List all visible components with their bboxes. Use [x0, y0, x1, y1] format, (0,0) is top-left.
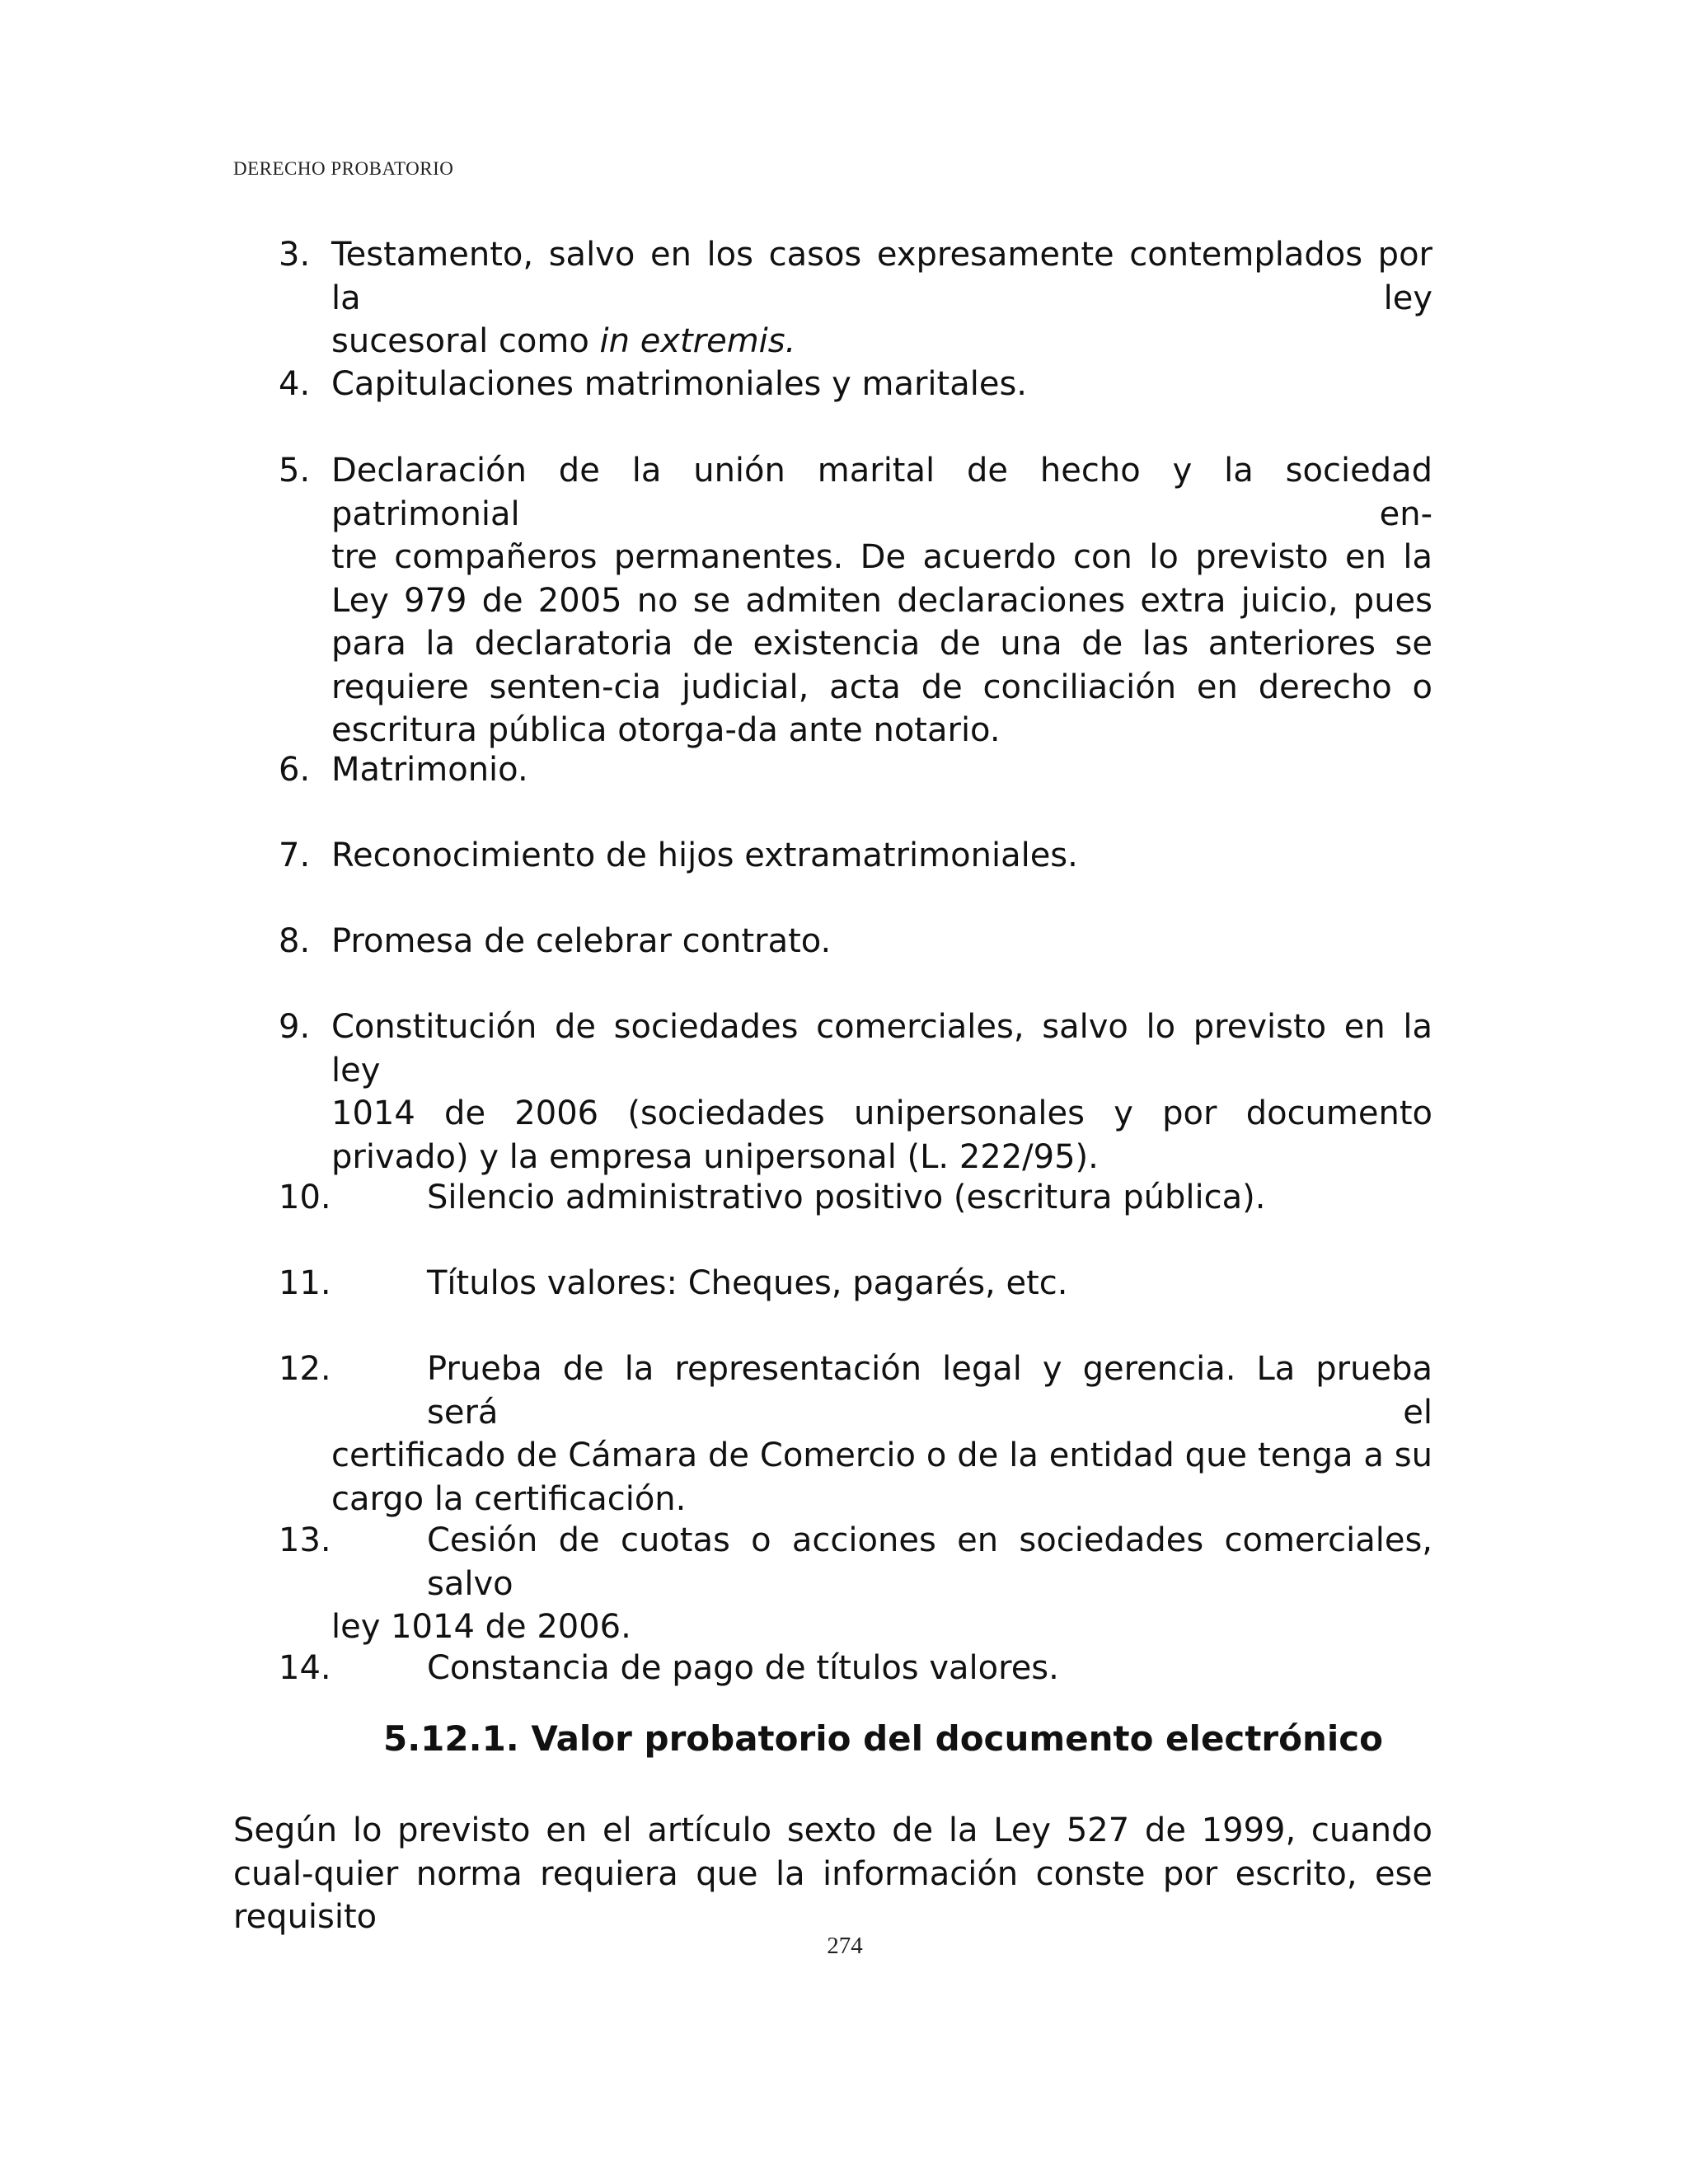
list-item-number: 9.: [279, 1008, 311, 1046]
list-item-number: 13.: [279, 1521, 331, 1559]
list-item-number: 5.: [279, 452, 311, 490]
list-item: [279, 1647, 1432, 1690]
list-item: [279, 449, 1432, 752]
list-item-lead: Promesa de celebrar contrato.: [331, 922, 832, 960]
page-number: 274: [827, 1933, 863, 1959]
list-item-lead: Títulos valores: Cheques, pagarés, etc.: [427, 1264, 1068, 1302]
list-item-number: 8.: [279, 922, 311, 960]
list-item-continuation: tre compañeros permanentes. De acuerdo con lo previsto en la Ley 979 de 2005 no se admiten declaraciones extra juicio, pues para la declaratoria de existencia de una de las anteriores se requiere senten-cia judicial, acta de conciliación en derecho o escritura pública otorga-da ante notario.: [331, 538, 1432, 749]
list-item-continuation: [279, 320, 1432, 363]
list-item-lead: Matrimonio.: [331, 751, 528, 789]
list-item: [279, 1176, 1432, 1220]
list-item-continuation: 1014 de 2006 (sociedades unipersonales y por documento privado) y la empresa unipersonal (L. 222/95).: [331, 1094, 1432, 1176]
list-item: [279, 363, 1432, 406]
list-item-continuation: ley 1014 de 2006.: [331, 1608, 631, 1646]
list-item-number: 14.: [279, 1649, 331, 1687]
list-item-lead: Cesión de cuotas o acciones en sociedades comerciales, salvo: [427, 1521, 1432, 1603]
list-item: [279, 233, 1432, 363]
list-item-lead: Prueba de la representación legal y gerencia. La prueba será el: [427, 1350, 1432, 1432]
list-item-lead: Constitución de sociedades comerciales, salvo lo previsto en la ley: [331, 1008, 1432, 1090]
list-item-number: 10.: [279, 1179, 331, 1216]
list-item-lead: Capitulaciones matrimoniales y maritales.: [331, 365, 1028, 403]
body-paragraph: Según lo previsto en el artículo sexto de la Ley 527 de 1999, cuando cual-quier norma requiera que la información conste por escrito, ese requisito: [233, 1811, 1432, 1936]
running-header: DERECHO PROBATORIO: [233, 158, 454, 179]
list-item: [279, 1262, 1432, 1305]
list-item-continuation-plain: sucesoral como: [331, 322, 600, 360]
list-item: [279, 1005, 1432, 1179]
list-item-continuation: certificado de Cámara de Comercio o de la entidad que tenga a su cargo la certificación.: [331, 1436, 1432, 1518]
list-item-lead: Silencio administrativo positivo (escritura pública).: [427, 1179, 1266, 1216]
list-item-number: 12.: [279, 1350, 331, 1388]
list-item-lead: Declaración de la unión marital de hecho y la sociedad patrimonial en-: [331, 452, 1432, 533]
list-item: [279, 920, 1432, 963]
section-heading: 5.12.1. Valor probatorio del documento electrónico: [383, 1718, 1384, 1759]
list-item-italic-term: in extremis.: [599, 322, 796, 360]
list-item-number: 3.: [279, 236, 311, 274]
list-item-number: 7.: [279, 837, 311, 874]
list-item: [279, 1519, 1432, 1649]
list-item-number: 6.: [279, 751, 311, 789]
list-item-lead: Testamento, salvo en los casos expresamente contemplados por la ley: [331, 236, 1432, 317]
list-item-number: 11.: [279, 1264, 331, 1302]
list-item-number: 4.: [279, 365, 311, 403]
list-item: [279, 748, 1432, 792]
list-item-lead: Constancia de pago de títulos valores.: [427, 1649, 1059, 1687]
list-item-lead: Reconocimiento de hijos extramatrimoniales.: [331, 837, 1078, 874]
list-item: [279, 1347, 1432, 1521]
list-item: [279, 834, 1432, 878]
